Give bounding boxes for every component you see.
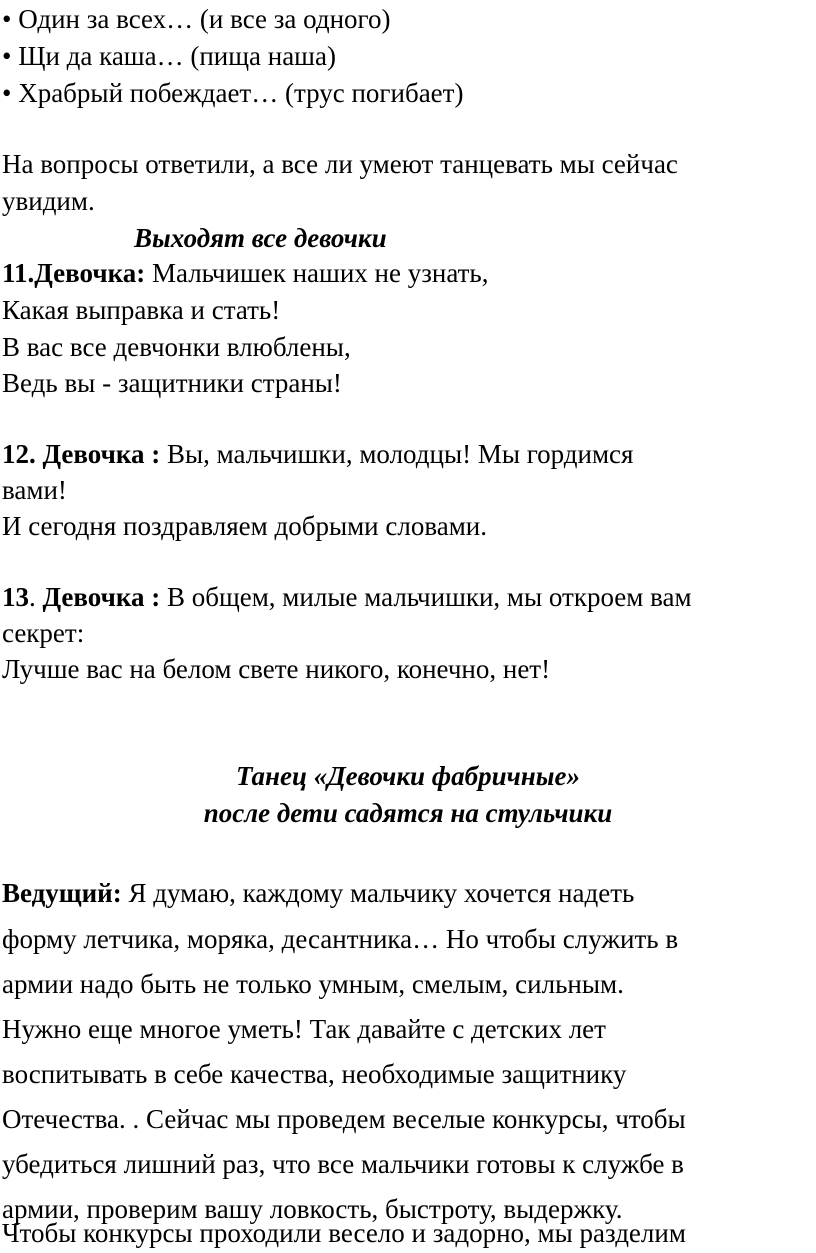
verse-line: Какая выправка и стать! xyxy=(2,295,281,325)
verse-12-first-line xyxy=(2,437,633,471)
intro-line: На вопросы ответили, а все ли умеют танцевать мы сейчас xyxy=(2,149,678,179)
verse-line: вами! xyxy=(2,475,67,505)
speaker-label: Ведущий: xyxy=(2,878,122,908)
host-first-line xyxy=(2,876,634,910)
verse-line: В вас все девчонки влюблены, xyxy=(2,332,351,362)
verse-11-first-line xyxy=(2,256,488,290)
speaker-label: 11.Девочка: xyxy=(2,258,146,288)
host-line: армии, проверим вашу ловкость, быстроту, выдержку. xyxy=(2,1194,623,1224)
verse-line: секрет: xyxy=(2,618,85,648)
verse-text: Вы, мальчишки, молодцы! Мы гордимся xyxy=(160,439,634,469)
speaker-label: 12. Девочка : xyxy=(2,439,161,469)
proverb-line: • Щи да каша… (пища наша) xyxy=(2,41,336,71)
host-text: Я думаю, каждому мальчику хочется надеть xyxy=(121,878,635,908)
dance-subtitle: после дети садятся на стульчики xyxy=(203,798,613,828)
verse-13-first-line xyxy=(2,580,692,614)
verse-text: Мальчишек наших не узнать, xyxy=(145,258,489,288)
host-line: армии надо быть не только умным, смелым, сильным. xyxy=(2,969,624,999)
verse-text: В общем, милые мальчишки, мы откроем вам xyxy=(160,582,692,612)
speaker-label: Девочка : xyxy=(42,582,161,612)
verse-number: 13 xyxy=(2,582,29,612)
verse-line: Лучше вас на белом свете никого, конечно, нет! xyxy=(2,654,551,684)
proverb-line: • Храбрый побеждает… (трус погибает) xyxy=(2,78,464,108)
verse-line: Ведь вы - защитники страны! xyxy=(2,368,342,398)
verse-line: И сегодня поздравляем добрыми словами. xyxy=(2,511,487,541)
stage-direction: Выходят все девочки xyxy=(134,223,387,253)
host-line: убедиться лишний раз, что все мальчики готовы к службе в xyxy=(2,1149,684,1179)
host-line: воспитывать в себе качества, необходимые защитнику xyxy=(2,1059,627,1089)
host-line: Нужно еще многое уметь! Так давайте с детских лет xyxy=(2,1014,606,1044)
intro-line: увидим. xyxy=(2,186,95,216)
host-line: форму летчика, моряка, десантника… Но чтобы служить в xyxy=(2,924,679,954)
dance-title: Танец «Девочки фабричные» xyxy=(235,761,580,791)
proverb-line: • Один за всех… (и все за одного) xyxy=(2,4,391,34)
host-line: Чтобы конкурсы проходили весело и задорно, мы разделим xyxy=(2,1218,686,1248)
host-line: Отечества. . Сейчас мы проведем веселые конкурсы, чтобы xyxy=(2,1104,686,1134)
verse-separator: . xyxy=(29,582,43,612)
